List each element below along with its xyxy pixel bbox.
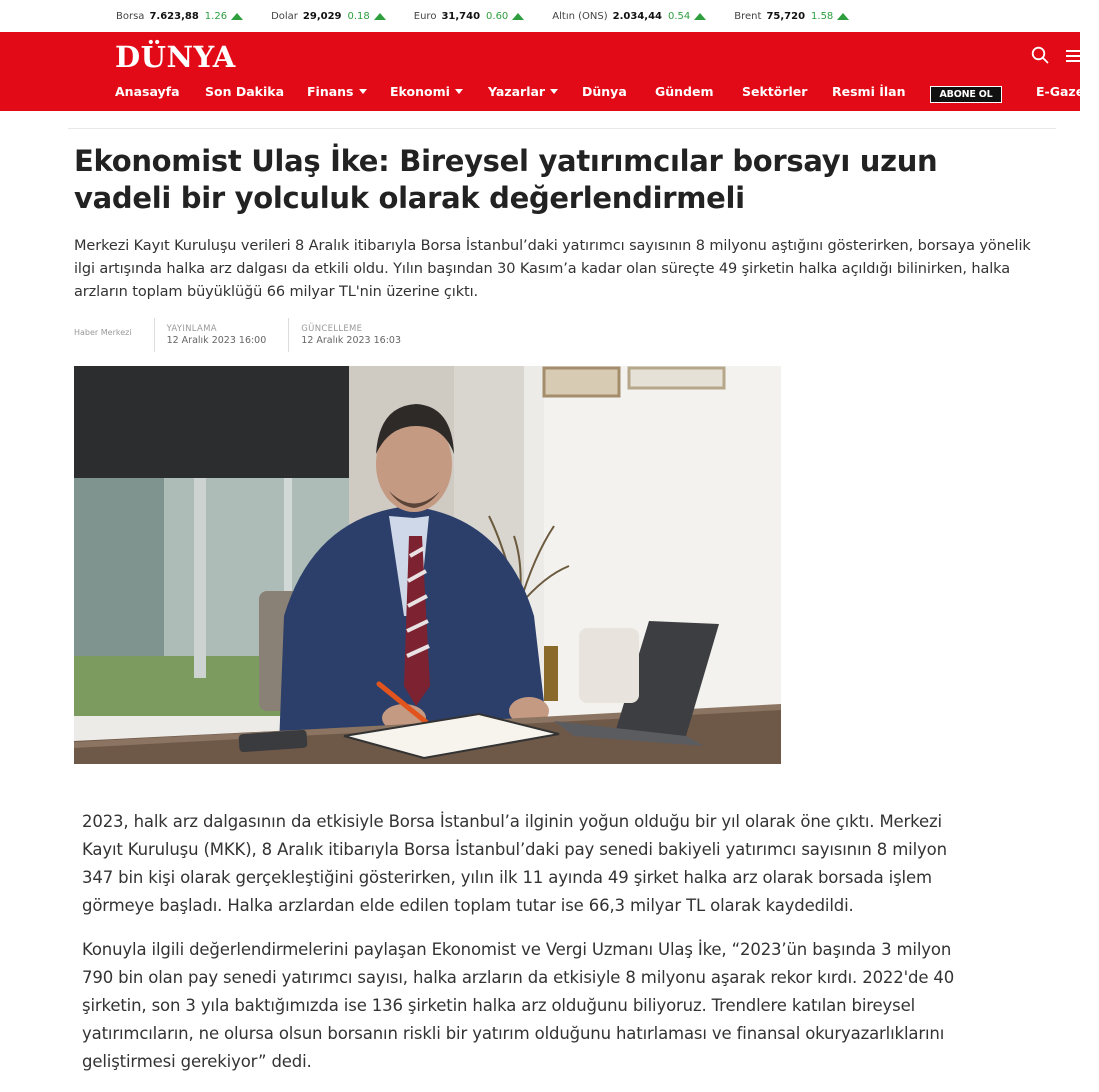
market-ticker	[0, 0, 1080, 32]
arrow-up-icon	[837, 13, 849, 20]
arrow-up-icon	[374, 13, 386, 20]
meta-published	[167, 318, 290, 352]
nav-item-ekonomi[interactable]	[390, 84, 463, 99]
subscribe-button[interactable]: ABONE OL	[930, 86, 1002, 103]
nav-label: Gündem	[655, 84, 714, 99]
ticker-value: 7.623,88	[149, 10, 199, 22]
nav-item-gundem[interactable]	[655, 84, 714, 99]
article-meta	[74, 318, 435, 354]
caret-down-icon	[455, 89, 463, 94]
ticker-item-dolar[interactable]	[271, 11, 386, 22]
nav-item-yazarlar[interactable]	[488, 84, 558, 99]
arrow-up-icon	[694, 13, 706, 20]
nav-label: Resmi İlan	[832, 84, 906, 99]
nav-label: Anasayfa	[115, 84, 180, 99]
meta-updated	[301, 318, 423, 352]
ticker-name: Borsa	[116, 10, 145, 22]
caret-down-icon	[550, 89, 558, 94]
ticker-value: 2.034,44	[612, 10, 662, 22]
main-nav	[0, 84, 1099, 106]
published-date: 12 Aralık 2023 16:00	[166, 335, 267, 346]
nav-item-finans[interactable]	[307, 84, 367, 99]
published-label: YAYINLAMA	[166, 324, 217, 334]
nav-label: Yazarlar	[488, 84, 546, 99]
ticker-value: 75,720	[766, 10, 806, 22]
nav-label: Sektörler	[742, 84, 808, 99]
ticker-change: 0.54	[668, 10, 691, 22]
ticker-name: Altın (ONS)	[552, 10, 608, 22]
ticker-change: 1.26	[204, 10, 228, 22]
nav-label: Ekonomi	[390, 84, 450, 99]
nav-item-resmi-ilan[interactable]	[832, 84, 905, 99]
site-logo[interactable]: DÜNYA	[115, 40, 236, 74]
nav-label: Son Dakika	[205, 84, 284, 99]
article-paragraph: 2023, halk arz dalgasının da etkisiyle Borsa İstanbul’a ilginin yoğun olduğu bir yıl olarak öne çıktı. Merkezi Kayıt Kuruluşu (MKK), 8 Aralık itibarıyla Borsa İstanbul’daki pay senedi bakiyeli yatırımcı sayısının 8 milyon 347 bin kişi olarak gerçekleştiğini gösterirken, yılın ilk 11 ayında 49 şirket halka arz olarak borsada işlem görmeye başladı. Halka arzlardan elde edilen toplam tutar ise 66,3 milyar TL olarak kaydedildi.	[82, 812, 947, 915]
caret-down-icon	[359, 89, 367, 94]
site-header	[0, 32, 1099, 111]
search-icon[interactable]	[1031, 46, 1049, 64]
updated-label: GÜNCELLEME	[301, 324, 363, 334]
article-lead: Merkezi Kayıt Kuruluşu verileri 8 Aralık itibarıyla Borsa İstanbul’daki yatırımcı sayısının 8 milyonu aştığını gösterirken, borsaya yönelik ilgi artışında halka arz dalgası da etkili oldu. Yılın başından 30 Kasım’a kadar olan süreçte 49 şirketin halka açıldığı bilinirken, halka arzların toplam büyüklüğü 66 milyar TL'nin üzerine çıktı.	[74, 238, 1031, 300]
article-title: Ekonomist Ulaş İke: Bireysel yatırımcılar borsayı uzun vadeli bir yolculuk olarak değerlendirmeli	[74, 144, 938, 215]
nav-item-dunya[interactable]	[582, 84, 627, 99]
ticker-name: Brent	[734, 10, 762, 22]
nav-label: E-Gazete	[1036, 84, 1099, 99]
arrow-up-icon	[512, 13, 524, 20]
article-photo[interactable]	[74, 366, 781, 764]
updated-date: 12 Aralık 2023 16:03	[301, 335, 401, 346]
ticker-value: 31,740	[441, 10, 481, 22]
nav-label: Finans	[307, 84, 354, 99]
meta-source	[74, 318, 155, 352]
ticker-value: 29,029	[302, 10, 342, 22]
nav-item-sektorler[interactable]	[742, 84, 807, 99]
arrow-up-icon	[231, 13, 243, 20]
ticker-change: 1.58	[811, 10, 834, 22]
nav-item-son-dakika[interactable]	[205, 84, 284, 99]
ticker-change: 0.18	[347, 10, 370, 22]
ticker-item-borsa[interactable]	[116, 11, 243, 22]
ticker-item-brent[interactable]	[734, 11, 849, 22]
ticker-item-euro[interactable]	[414, 11, 525, 22]
source-label: Haber Merkezi	[74, 328, 132, 337]
header-divider	[68, 128, 1056, 129]
ticker-change: 0.60	[486, 10, 509, 22]
hamburger-menu-icon[interactable]	[1066, 50, 1080, 62]
article-paragraph: Konuyla ilgili değerlendirmelerini paylaşan Ekonomist ve Vergi Uzmanı Ulaş İke, “2023’ün başında 3 milyon 790 bin olan pay senedi yatırımcı sayısı, halka arzların da etkisiyle 8 milyonu aşarak rekor kırdı. 2022'de 40 şirketin, son 3 yıla baktığımızda ise 136 şirketin halka arz olduğunu biliyoruz. Trendlere katılan bireysel yatırımcıların, ne olursa olsun borsanın riskli bir yatırım olduğunu hatırlaması ve finansal okuryazarlıklarını geliştirmesi gerekiyor” dedi.	[82, 940, 955, 1071]
nav-item-e-gazete[interactable]	[1036, 84, 1099, 99]
ticker-item-altin[interactable]	[552, 11, 706, 22]
ticker-name: Dolar	[271, 10, 298, 22]
nav-item-anasayfa[interactable]	[115, 84, 180, 99]
ticker-name: Euro	[413, 10, 437, 22]
article-body	[82, 808, 972, 1092]
nav-label: Dünya	[582, 84, 627, 99]
article-photo-illustration	[74, 366, 781, 764]
